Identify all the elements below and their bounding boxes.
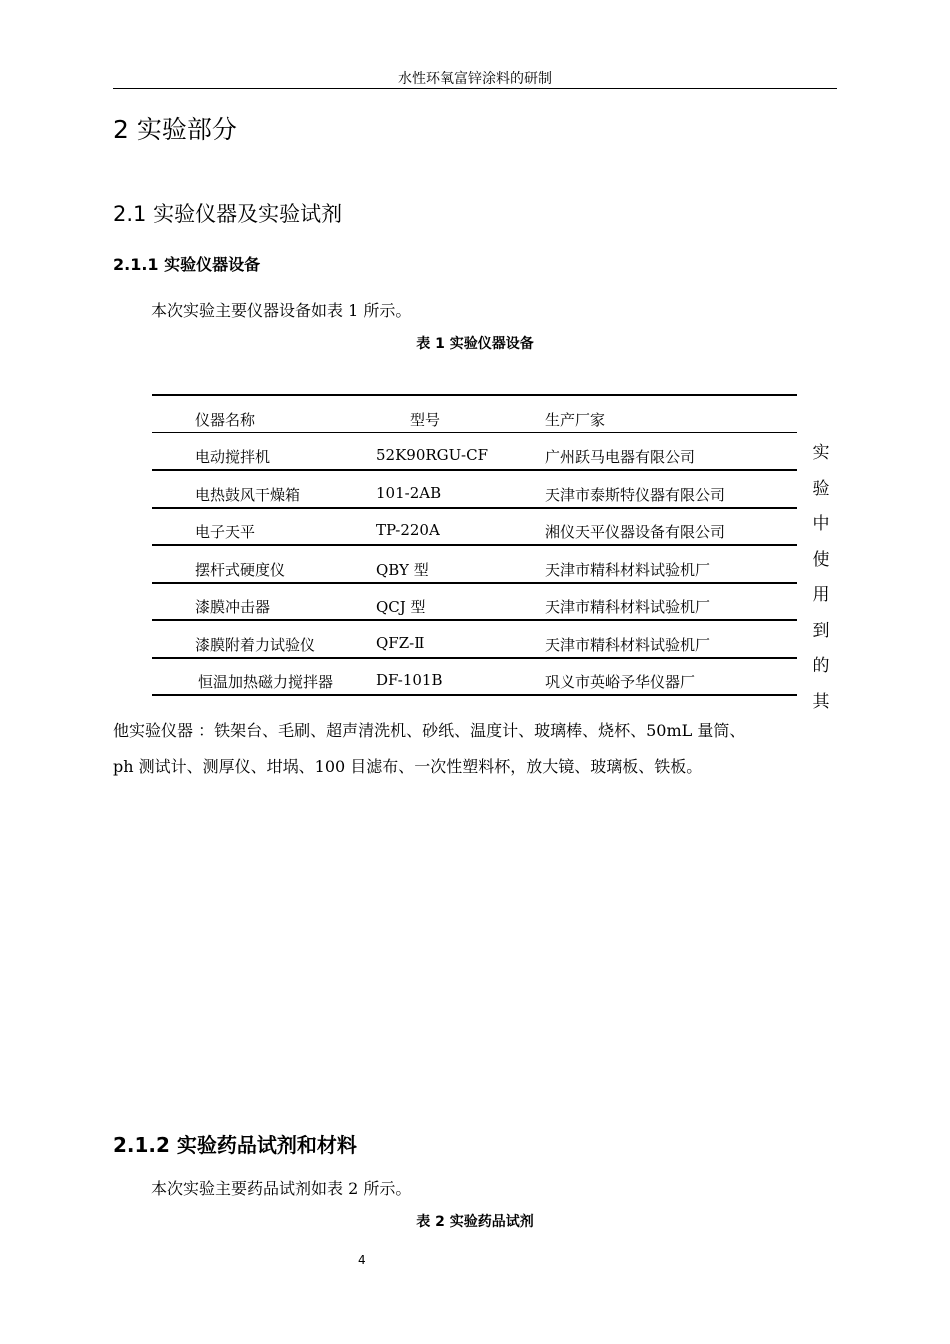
table-row-rule [152, 544, 797, 546]
table-row-rule [152, 469, 797, 471]
table-cell: 广州跃马电器有限公司 [545, 448, 696, 466]
table-cell: 漆膜冲击器 [195, 598, 271, 616]
wrapped-side-text [810, 436, 832, 720]
table-cell: 天津市泰斯特仪器有限公司 [545, 486, 726, 504]
table-cell: 电动搅拌机 [195, 448, 271, 466]
table-top-rule [152, 394, 797, 396]
table-cell: DF-101B [376, 671, 443, 689]
header-rule [113, 88, 837, 89]
table-row-rule [152, 657, 797, 659]
table-header-rule [152, 432, 797, 433]
table-cell: 恒温加热磁力搅拌器 [198, 673, 334, 691]
body-paragraph-line: ph 测试计、测厚仪、坩埚、100 目滤布、一次性塑料杯，放大镜、玻璃板、铁板。 [113, 757, 703, 776]
page-number: 4 [358, 1253, 366, 1267]
side-char: 的 [812, 656, 830, 676]
table-cell: 101-2AB [376, 484, 442, 502]
side-char: 实 [812, 443, 830, 463]
section-title: 2.1 实验仪器及实验试剂 [113, 202, 343, 226]
side-char: 用 [812, 585, 830, 605]
side-char: 到 [812, 620, 830, 641]
table-caption: 表 1 实验仪器设备 [416, 336, 534, 352]
side-char: 其 [812, 691, 830, 712]
table-row-rule [152, 619, 797, 621]
table-cell: QBY 型 [376, 561, 429, 579]
side-char: 验 [812, 478, 830, 499]
chapter-title: 2 实验部分 [113, 115, 237, 144]
table-cell: 52K90RGU-CF [376, 446, 488, 464]
running-header: 水性环氧富锌涂料的研制 [398, 71, 552, 87]
table-cell: 天津市精科材料试验机厂 [545, 598, 711, 616]
table-caption: 表 2 实验药品试剂 [416, 1214, 534, 1230]
table-cell: QFZ-Ⅱ [376, 634, 425, 652]
table-bottom-rule [152, 694, 797, 696]
table-cell: 天津市精科材料试验机厂 [545, 561, 711, 579]
table-header-cell: 型号 [410, 411, 441, 429]
table-cell: QCJ 型 [376, 598, 426, 616]
table-cell: 湘仪天平仪器设备有限公司 [545, 523, 726, 541]
side-char: 中 [812, 514, 830, 534]
subsection-title: 2.1.2 实验药品试剂和材料 [113, 1133, 357, 1157]
intro-paragraph: 本次实验主要仪器设备如表 1 所示。 [151, 301, 412, 320]
table-cell: 漆膜附着力试验仪 [195, 636, 316, 654]
table-cell: TP-220A [376, 521, 440, 539]
table-row-rule [152, 582, 797, 584]
table-cell: 天津市精科材料试验机厂 [545, 636, 711, 654]
table-header-cell: 生产厂家 [545, 411, 606, 429]
table-cell: 电子天平 [195, 523, 256, 541]
side-char: 使 [812, 549, 830, 570]
table-cell: 电热鼓风干燥箱 [195, 486, 301, 504]
body-paragraph-line: 他实验仪器 ：铁架台、毛刷、超声清洗机、砂纸、温度计、玻璃棒、烧杯、50mL 量筒、 [113, 721, 746, 740]
table-cell: 摆杆式硬度仪 [195, 561, 286, 579]
table-cell: 巩义市英峪予华仪器厂 [545, 673, 696, 691]
table-row-rule [152, 507, 797, 509]
table-header-cell: 仪器名称 [195, 411, 256, 429]
intro-paragraph: 本次实验主要药品试剂如表 2 所示。 [151, 1179, 412, 1198]
subsection-title: 2.1.1 实验仪器设备 [113, 255, 261, 274]
